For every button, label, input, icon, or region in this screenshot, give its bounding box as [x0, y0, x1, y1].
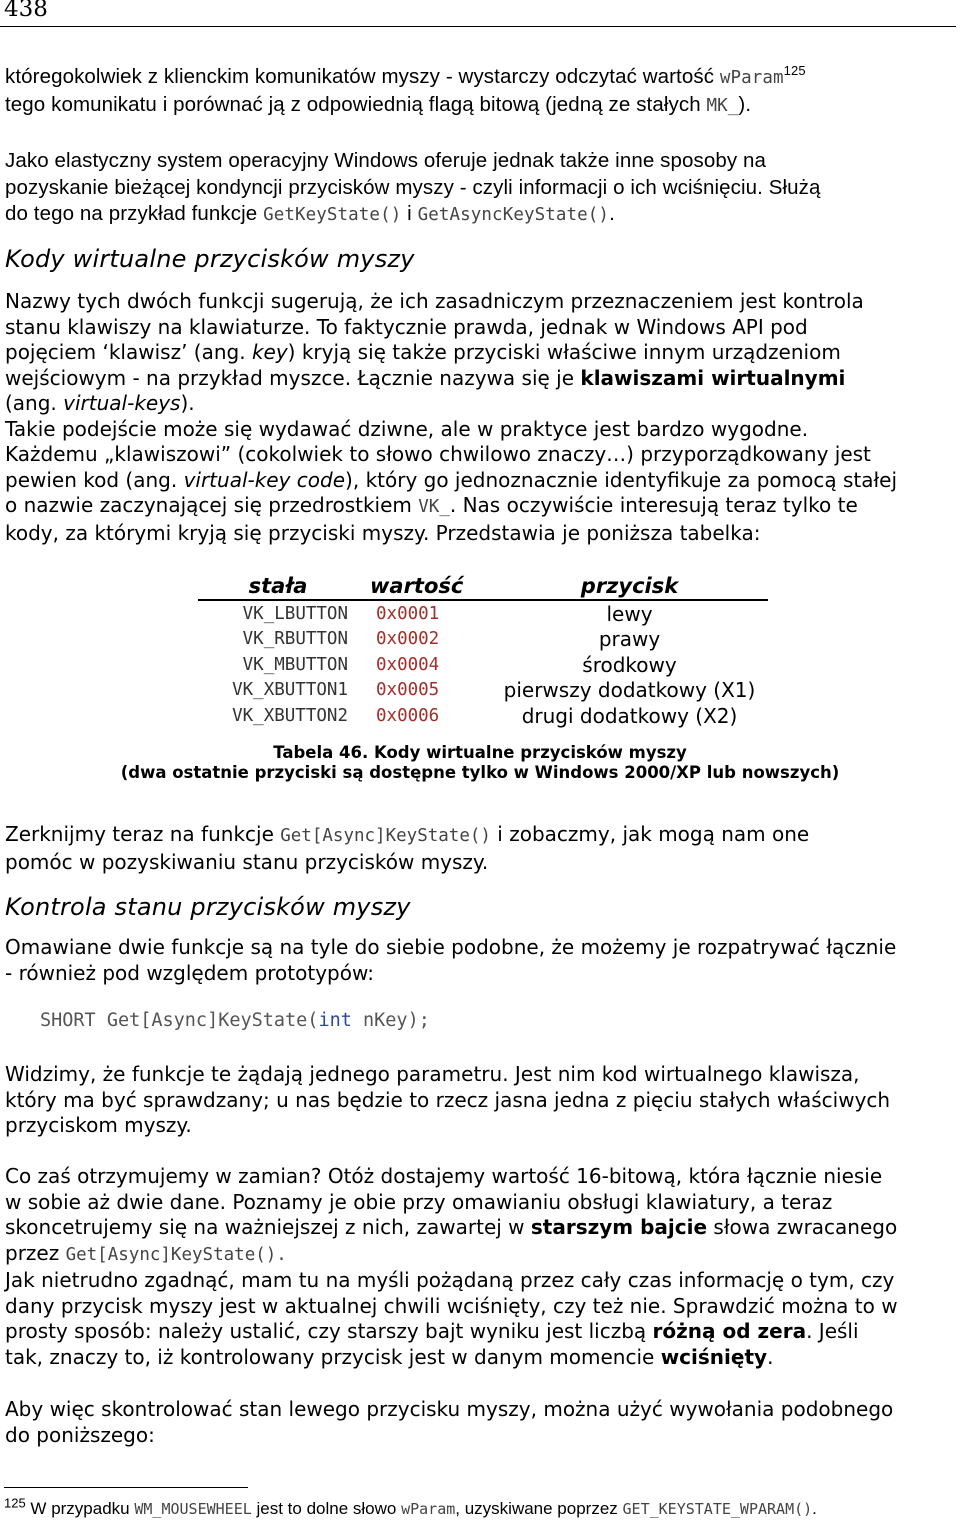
cell-value: 0x0001: [376, 603, 440, 624]
column-header-const: stała: [248, 574, 308, 598]
cell-const: VK_XBUTTON2: [232, 705, 348, 726]
cell-value: 0x0005: [376, 680, 440, 701]
text-line: Widzimy, że funkcje te żądają jednego parametru. Jest nim kod wirtualnego klawisza,: [5, 1062, 860, 1086]
text-line: skoncetrujemy się na ważniejszej z nich, zawartej w starszym bajcie słowa zwracanego: [5, 1215, 898, 1239]
text-line: przyciskom myszy.: [5, 1113, 192, 1137]
header-rule: [0, 26, 956, 27]
text-line: stanu klawiszy na klawiaturze. To faktycznie prawda, jednak w Windows API pod: [5, 314, 808, 339]
footnote-number: 125: [4, 1495, 26, 1511]
text-line: pewien kod (ang. virtual-key code), który go jednoznacznie identyfikuje za pomocą stałej: [5, 467, 898, 492]
paragraph-prototypes: [5, 935, 956, 986]
text-line: (ang. virtual-keys).: [5, 391, 195, 415]
cell-value: 0x0006: [376, 705, 440, 726]
footnote-rule: [4, 1487, 248, 1488]
cell-button: lewy: [606, 601, 653, 626]
text-line: Zerknijmy teraz na funkcje Get[Async]KeyState() i zobaczmy, jak mogą nam one: [5, 822, 810, 846]
text-line: pozyskanie bieżącej kondyncji przycisków myszy - czyli informacji o ich wciśnięciu. Służą: [5, 175, 821, 199]
table-caption: [0, 743, 960, 783]
cell-button: drugi dodatkowy (X2): [521, 703, 738, 728]
code-line: SHORT Get[Async]KeyState(int nKey);: [40, 1010, 430, 1031]
cell-const: VK_XBUTTON1: [232, 680, 348, 701]
text-line: o nazwie zaczynającej się przedrostkiem VK_. Nas oczywiście interesują teraz tylko te: [5, 493, 858, 517]
table-row: [198, 703, 768, 729]
code-listing: [40, 1010, 956, 1031]
text-line: tak, znaczy to, iż kontrolowany przycisk jest w danym momencie wciśnięty.: [5, 1344, 774, 1369]
text-line: do tego na przykład funkcje GetKeyState() i GetAsyncKeyState().: [5, 202, 615, 225]
table-row: [198, 600, 768, 627]
text-line: Aby więc skontrolować stan lewego przycisku myszy, można użyć wywołania podobnego: [5, 1397, 894, 1421]
cell-button: pierwszy dodatkowy (X1): [503, 678, 756, 703]
text-line: Co zaś otrzymujemy w zamian? Otóż dostajemy wartość 16-bitową, która łącznie niesie: [5, 1164, 883, 1188]
section-heading: Kody wirtualne przycisków myszy: [5, 245, 415, 273]
cell-const: VK_RBUTTON: [242, 629, 348, 650]
cell-const: VK_LBUTTON: [242, 603, 348, 624]
paragraph-functions: [5, 148, 956, 229]
table-row: [198, 652, 768, 678]
page-number: 438: [4, 0, 48, 22]
table-row: [198, 627, 768, 653]
table-row: [198, 678, 768, 704]
cell-button: prawy: [598, 627, 661, 652]
paragraph-return-value: [5, 1164, 956, 1370]
footnote: $^{125}$ W przypadku WM_MOUSEWHEEL jest to dolne słowo wParam, uzyskiwane poprzez GET_KEYSTATE_WPARAM().: [4, 1495, 817, 1518]
text-line: kody, za którymi kryją się przyciski myszy. Przedstawia je poniższa tabelka:: [5, 520, 761, 545]
text-line: Każdemu „klawiszowi” (cokolwiek to słowo chwilowo znaczy…) przyporządkowany jest: [5, 442, 871, 466]
text-line: pojęciem ‘klawisz’ (ang. key) kryją się także przyciski właściwe innym urządzeniom: [5, 340, 841, 364]
footnote-ref[interactable]: 125: [783, 63, 806, 79]
paragraph-parameter: [5, 1062, 956, 1139]
text-line: do poniższego:: [5, 1422, 155, 1447]
text-line: wejściowym - na przykład myszce. Łącznie nazywa się je klawiszami wirtualnymi: [5, 365, 846, 390]
cell-value: 0x0002: [376, 629, 440, 650]
column-header-button: przycisk: [580, 574, 679, 598]
paragraph-look-at-functions: [5, 822, 956, 875]
cell-const: VK_MBUTTON: [242, 654, 348, 675]
virtual-keys-table: [198, 574, 768, 729]
text-line: który ma być sprawdzany; u nas będzie to rzecz jasna jedna z pięciu stałych właściwych: [5, 1087, 891, 1112]
section-heading: Kontrola stanu przycisków myszy: [5, 893, 411, 921]
column-header-value: wartość: [370, 574, 464, 598]
cell-button: środkowy: [582, 652, 677, 677]
text-line: Takie podejście może się wydawać dziwne, ale w praktyce jest bardzo wygodne.: [5, 416, 809, 441]
paragraph-virtual-keys: [5, 289, 956, 546]
text-line: Jako elastyczny system operacyjny Windows oferuje jednak także inne sposoby na: [5, 149, 766, 172]
text-line: dany przycisk myszy jest w aktualnej chwili wciśnięty, czy też nie. Sprawdzić można to w: [5, 1293, 898, 1318]
text-line: przez Get[Async]KeyState().: [5, 1240, 287, 1265]
paragraph-example-intro: [5, 1397, 956, 1448]
caption-line: Tabela 46. Kody wirtualne przycisków myszy: [273, 743, 687, 762]
text-line: Jak nietrudno zgadnąć, mam tu na myśli pożądaną przez cały czas informację o tym, czy: [5, 1268, 895, 1292]
text-line: któregokolwiek z klienckim komunikatów myszy - wystarczy odczytać wartość wParam$^{125}$: [5, 63, 806, 88]
cell-value: 0x0004: [376, 654, 440, 675]
text-line: w sobie aż dwie dane. Poznamy je obie przy omawianiu obsługi klawiatury, a teraz: [5, 1189, 833, 1214]
caption-line: (dwa ostatnie przyciski są dostępne tylko w Windows 2000/XP lub nowszych): [120, 763, 840, 782]
text-line: pomóc w pozyskiwaniu stanu przycisków myszy.: [5, 849, 489, 874]
text-line: Nazwy tych dwóch funkcji sugerują, że ich zasadniczym przeznaczeniem jest kontrola: [5, 289, 864, 313]
text-line: Omawiane dwie funkcje są na tyle do siebie podobne, że możemy je rozpatrywać łącznie: [5, 935, 897, 959]
text-line: tego komunikatu i porównać ją z odpowiednią flagą bitową (jedną ze stałych MK_).: [5, 92, 752, 116]
text-line: prosty sposób: należy ustalić, czy starszy bajt wyniku jest liczbą różną od zera. Jeśli: [5, 1319, 859, 1343]
paragraph-intro: [5, 64, 956, 119]
text-line: - również pod względem prototypów:: [5, 960, 374, 985]
